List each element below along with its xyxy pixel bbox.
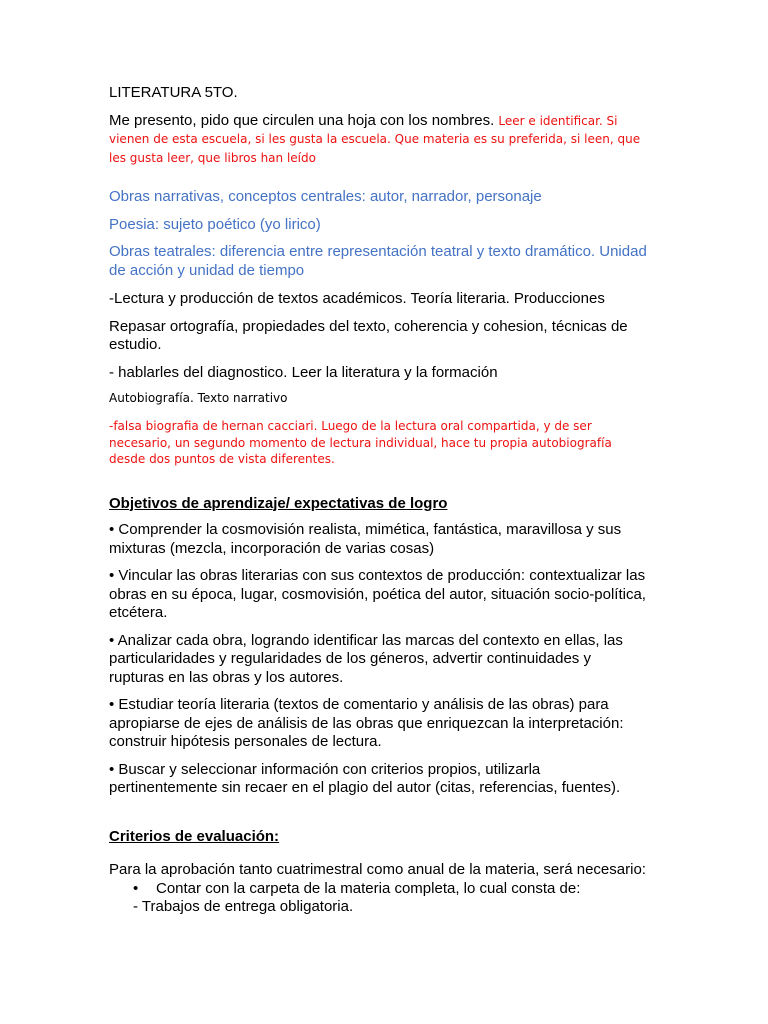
objetivo-item: • Estudiar teoría literaria (textos de comentario y análisis de las obras) para apropiarse de ejes de análisis de las obras que enriquezcan la interpretación: construir hipótesis personales de lectura.	[109, 696, 624, 750]
intro-text: Me presento, pido que circulen una hoja con los nombres.	[109, 111, 495, 129]
objetivo-item: • Analizar cada obra, logrando identificar las marcas del contexto en ellas, las particularidades y regularidades de los géneros, advertir continuidades y rupturas en las obras y los autores.	[109, 631, 623, 686]
line-lectura: -Lectura y producción de textos académicos. Teoría literaria. Producciones	[109, 290, 605, 307]
autobiografia-label: Autobiografía. Texto narrativo	[109, 391, 288, 405]
criterios-item-text: Contar con la carpeta de la materia completa, lo cual consta de:	[156, 879, 581, 897]
blue-line-poesia: Poesia: sujeto poético (yo lirico)	[109, 215, 321, 233]
criterios-text: Para la aprobación tanto cuatrimestral como anual de la materia, será necesario:	[109, 861, 646, 878]
criterios-heading: Criterios de evaluación:	[109, 827, 280, 845]
intro-note: Leer e identificar. Si vienen de esta escuela, si les gusta la escuela. Que materia es su preferida, si leen, que les gusta leer, que libros han leído	[109, 113, 641, 165]
line-repasar: Repasar ortografía, propiedades del texto, coherencia y cohesion, técnicas de estudio.	[109, 317, 628, 353]
document-title: LITERATURA 5TO.	[109, 84, 238, 101]
blue-line-narrativas: Obras narrativas, conceptos centrales: autor, narrador, personaje	[109, 188, 542, 205]
bullet-icon: •	[133, 879, 139, 897]
criterios-subitem: - Trabajos de entrega obligatoria.	[133, 898, 354, 915]
objetivo-item: • Comprender la cosmovisión realista, mimética, fantástica, maravillosa y sus mixturas (mezcla, incorporación de varias cosas)	[109, 521, 622, 557]
objetivo-item: • Vincular las obras literarias con sus contextos de producción: contextualizar las obras en su época, lugar, cosmovisión, poética del autor, situación socio-política, etcétera.	[109, 567, 646, 621]
objetivos-heading: Objetivos de aprendizaje/ expectativas de logro	[109, 494, 448, 512]
autobiografia-note: -falsa biografia de hernan cacciari. Luego de la lectura oral compartida, y de ser necesario, un segundo momento de lectura individual, hace tu propia autobiografía desde dos puntos de vista diferentes.	[109, 419, 612, 466]
criterios-list-item	[109, 880, 649, 899]
document-page	[109, 84, 649, 917]
blue-line-teatrales: Obras teatrales: diferencia entre representación teatral y texto dramático. Unidad de acción y unidad de tiempo	[109, 243, 647, 279]
objetivo-item: • Buscar y seleccionar información con criterios propios, utilizarla pertinentemente sin recaer en el plagio del autor (citas, referencias, fuentes).	[109, 760, 621, 796]
intro-paragraph	[109, 112, 649, 168]
line-diagnostico: - hablarles del diagnostico. Leer la literatura y la formación	[109, 363, 498, 381]
